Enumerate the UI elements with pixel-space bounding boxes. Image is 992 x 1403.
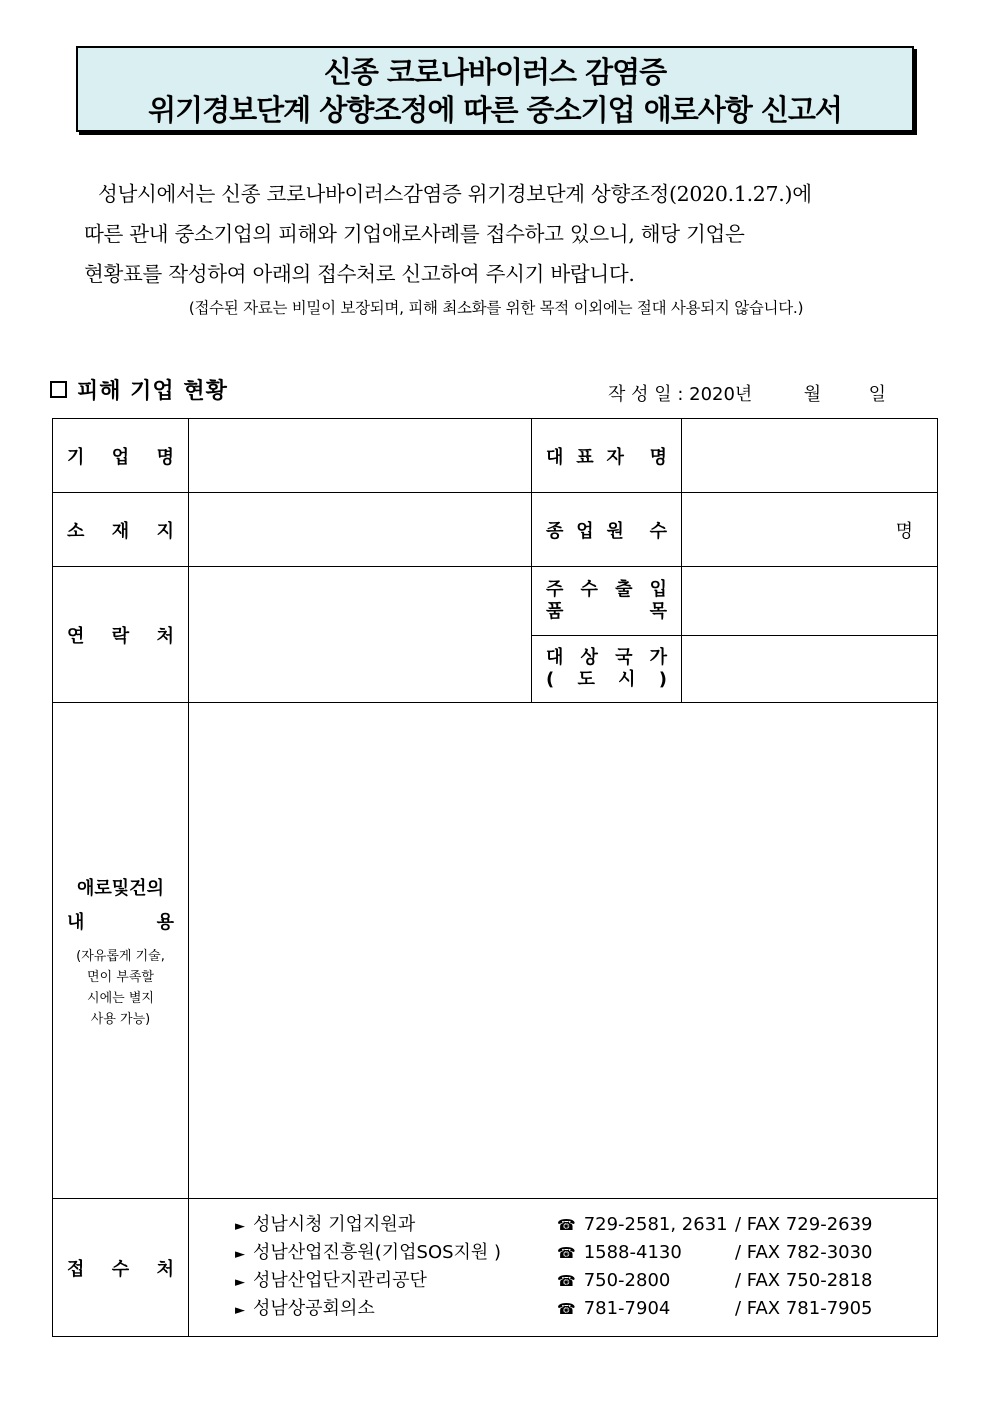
location-field[interactable] — [189, 493, 532, 567]
target-country-label: 대 상 국 가 ( 도 시 ) — [532, 636, 682, 703]
section-title: 피해 기업 현황 — [77, 379, 228, 404]
phone-icon: ☎ — [557, 1271, 576, 1290]
content-note: (자유롭게 기술, 면이 부족할 시에는 별지 사용 가능) — [76, 948, 165, 1027]
section-heading — [50, 374, 228, 405]
ceo-name-label: 대 표 자 명 — [532, 419, 682, 493]
month-label: 월 — [803, 384, 822, 405]
form-title-line-1: 신종 코로나바이러스 감염증 — [323, 55, 667, 89]
content-label-line-1: 애로및건의 — [77, 877, 164, 899]
day-label: 일 — [868, 384, 887, 405]
intro-line-1: 성남시에서는 신종 코로나바이러스감염증 위기경보단계 상향조정(2020.1.27.)에 — [98, 182, 812, 206]
ceo-name-field[interactable] — [682, 419, 938, 493]
phone-icon: ☎ — [557, 1243, 576, 1262]
triangle-bullet-icon: ► — [235, 1218, 245, 1234]
target-country-field[interactable] — [682, 636, 938, 703]
employees-field[interactable] — [682, 493, 938, 567]
form-title-line-2: 위기경보단계 상향조정에 따른 중소기업 애로사항 신고서 — [148, 93, 842, 127]
receiver-row: ► 성남산업단지관리공단 ☎ 750-2800 / FAX 750-2818 — [235, 1269, 873, 1291]
privacy-note: (접수된 자료는 비밀이 보장되며, 피해 최소화를 위한 목적 이외에는 절대 사용되지 않습니다.) — [188, 299, 804, 317]
company-name-field[interactable] — [189, 419, 532, 493]
employees-unit: 명 — [895, 520, 913, 542]
intro-line-2: 따른 관내 중소기업의 피해와 기업애로사례를 접수하고 있으니, 해당 기업은 — [84, 222, 745, 246]
triangle-bullet-icon: ► — [235, 1302, 245, 1318]
content-label: 애로및건의 내 용 (자유롭게 기술, 면이 부족할 시에는 별지 사용 가능) — [53, 703, 189, 1199]
main-items-label: 주 수 출 입 품 목 — [532, 567, 682, 636]
triangle-bullet-icon: ► — [235, 1274, 245, 1290]
form-title-box — [76, 46, 914, 132]
receiver-row: ► 성남상공회의소 ☎ 781-7904 / FAX 781-7905 — [235, 1297, 873, 1319]
location-label: 소 재 지 — [53, 493, 189, 567]
company-info-table — [52, 418, 938, 1337]
date-line — [608, 380, 886, 406]
receiver-row: ► 성남시청 기업지원과 ☎ 729-2581, 2631 / FAX 729-2639 — [235, 1213, 873, 1235]
checkbox-square-icon — [50, 381, 67, 398]
company-name-label: 기 업 명 — [53, 419, 189, 493]
phone-icon: ☎ — [557, 1299, 576, 1318]
employees-label: 종 업 원 수 — [532, 493, 682, 567]
contact-field[interactable] — [189, 567, 532, 703]
receiver-row: ► 성남산업진흥원(기업SOS지원 ) ☎ 1588-4130 / FAX 782-3030 — [235, 1241, 873, 1263]
intro-line-3: 현황표를 작성하여 아래의 접수처로 신고하여 주시기 바랍니다. — [84, 262, 635, 286]
contact-label: 연 락 처 — [53, 567, 189, 703]
intro-paragraph — [84, 174, 914, 294]
receivers-cell — [189, 1199, 938, 1337]
receive-label: 접 수 처 — [53, 1199, 189, 1337]
phone-icon: ☎ — [557, 1215, 576, 1234]
date-label: 작 성 일 : 2020년 — [608, 384, 753, 405]
triangle-bullet-icon: ► — [235, 1246, 245, 1262]
main-items-field[interactable] — [682, 567, 938, 636]
content-field[interactable] — [189, 703, 938, 1199]
